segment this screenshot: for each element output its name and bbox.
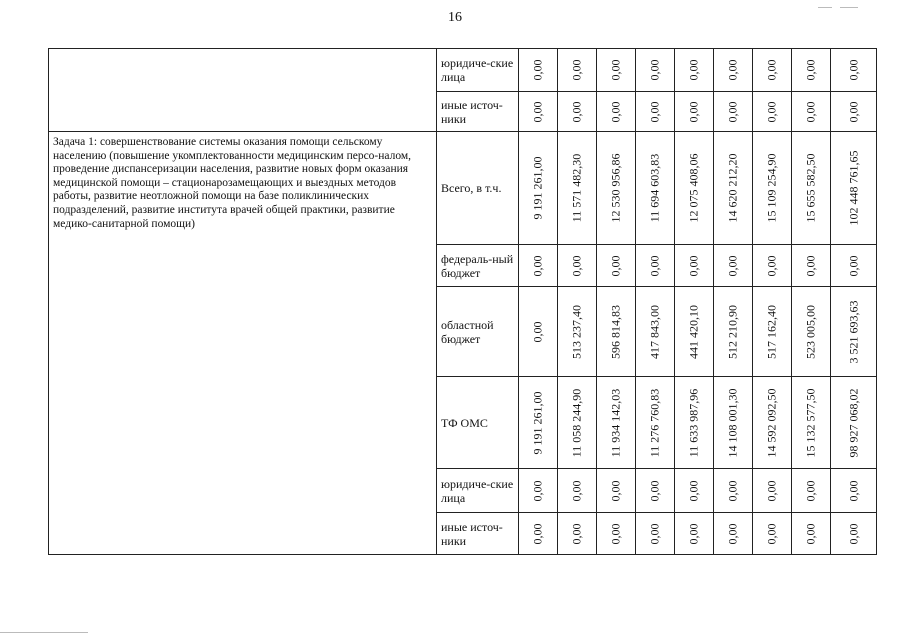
amount-cell xyxy=(675,132,714,245)
amount-cell xyxy=(519,49,558,92)
amount-value: 523 005,00 xyxy=(803,304,818,359)
amount-value: 0,00 xyxy=(530,255,545,276)
amount-value: 0,00 xyxy=(608,101,623,122)
amount-cell xyxy=(831,92,877,132)
amount-cell xyxy=(714,132,753,245)
amount-cell xyxy=(831,132,877,245)
amount-value: 0,00 xyxy=(846,101,860,122)
amount-value: 9 191 261,00 xyxy=(530,391,545,454)
amount-cell xyxy=(792,287,831,377)
amount-cell xyxy=(558,49,597,92)
amount-value: 0,00 xyxy=(764,480,779,501)
task-description: Задача 1: совершенствование системы оказания помощи сельскому населению (повышение укомплектованности медицинским персо-налом, проведение диспансеризации населения, развитие новых форм оказания медицинской помощи – стационарозамещающих и выездных методов работы, развитие неотложной помощи на базе поликлинических подразделений, развитие института врачей общей практики, развитие медико-санитарной помощи) xyxy=(49,132,437,555)
amount-cell xyxy=(753,49,792,92)
amount-cell xyxy=(714,377,753,469)
amount-cell xyxy=(675,287,714,377)
amount-cell xyxy=(636,132,675,245)
amount-value: 14 620 212,20 xyxy=(725,153,740,223)
amount-cell xyxy=(597,469,636,513)
amount-value: 0,00 xyxy=(764,101,779,122)
amount-value: 0,00 xyxy=(846,59,860,81)
amount-cell xyxy=(519,377,558,469)
amount-value: 12 075 408,06 xyxy=(686,153,701,223)
amount-value: 15 655 582,50 xyxy=(803,153,818,223)
amount-cell xyxy=(558,92,597,132)
amount-cell xyxy=(597,287,636,377)
amount-value: 512 210,90 xyxy=(725,304,740,359)
amount-value: 0,00 xyxy=(846,523,860,544)
funding-source: юридиче-ские лица xyxy=(437,49,519,92)
amount-value: 0,00 xyxy=(608,255,623,276)
amount-cell xyxy=(597,132,636,245)
amount-cell xyxy=(714,245,753,287)
amount-cell xyxy=(597,513,636,555)
amount-value: 0,00 xyxy=(530,321,545,342)
amount-value: 0,00 xyxy=(725,59,740,81)
amount-value: 0,00 xyxy=(764,255,779,276)
amount-value: 11 571 482,30 xyxy=(569,153,584,223)
amount-cell xyxy=(792,92,831,132)
amount-value: 0,00 xyxy=(569,480,584,501)
amount-value: 12 530 956,86 xyxy=(608,153,623,223)
amount-value: 9 191 261,00 xyxy=(530,156,545,220)
amount-value: 0,00 xyxy=(764,59,779,81)
amount-cell xyxy=(636,469,675,513)
amount-value: 0,00 xyxy=(725,523,740,544)
amount-cell xyxy=(753,92,792,132)
amount-value: 0,00 xyxy=(803,480,818,501)
funding-table xyxy=(48,48,877,555)
amount-cell xyxy=(597,377,636,469)
amount-cell xyxy=(558,469,597,513)
amount-cell xyxy=(636,287,675,377)
amount-cell xyxy=(636,245,675,287)
amount-value: 0,00 xyxy=(686,523,701,544)
amount-cell xyxy=(558,377,597,469)
amount-cell xyxy=(558,287,597,377)
amount-cell xyxy=(792,132,831,245)
amount-value: 441 420,10 xyxy=(686,304,701,359)
amount-cell xyxy=(636,513,675,555)
amount-value: 3 521 693,63 xyxy=(846,300,860,363)
amount-value: 517 162,40 xyxy=(764,304,779,359)
amount-value: 0,00 xyxy=(846,255,860,276)
amount-cell xyxy=(558,513,597,555)
amount-cell xyxy=(636,377,675,469)
amount-value: 0,00 xyxy=(569,59,584,81)
amount-cell xyxy=(792,245,831,287)
amount-value: 596 814,83 xyxy=(608,304,623,359)
amount-value: 14 592 092,50 xyxy=(764,388,779,457)
amount-value: 0,00 xyxy=(647,59,662,81)
funding-source: ТФ ОМС xyxy=(437,377,519,469)
amount-cell xyxy=(597,49,636,92)
funding-source: иные источ-ники xyxy=(437,513,519,555)
amount-cell xyxy=(714,469,753,513)
funding-source: федераль-ный бюджет xyxy=(437,245,519,287)
amount-value: 0,00 xyxy=(608,523,623,544)
amount-cell xyxy=(714,287,753,377)
amount-value: 11 934 142,03 xyxy=(608,388,623,457)
table-row xyxy=(49,132,877,245)
amount-cell xyxy=(519,245,558,287)
amount-value: 0,00 xyxy=(569,523,584,544)
amount-value: 0,00 xyxy=(803,255,818,276)
amount-cell xyxy=(519,469,558,513)
empty-task-cell xyxy=(49,49,437,132)
amount-value: 0,00 xyxy=(686,59,701,81)
amount-value: 0,00 xyxy=(686,255,701,276)
amount-cell xyxy=(519,287,558,377)
amount-cell xyxy=(714,92,753,132)
amount-value: 0,00 xyxy=(647,480,662,501)
amount-value: 102 448 761,65 xyxy=(846,150,860,226)
amount-value: 0,00 xyxy=(764,523,779,544)
funding-source: иные источ-ники xyxy=(437,92,519,132)
amount-cell xyxy=(753,245,792,287)
amount-value: 0,00 xyxy=(846,480,860,501)
amount-value: 417 843,00 xyxy=(647,304,662,359)
amount-cell xyxy=(792,49,831,92)
amount-cell xyxy=(753,469,792,513)
amount-cell xyxy=(753,377,792,469)
amount-value: 98 927 068,02 xyxy=(846,388,860,457)
amount-value: 0,00 xyxy=(608,59,623,81)
amount-cell xyxy=(714,513,753,555)
scan-artifact xyxy=(840,7,858,8)
amount-cell xyxy=(753,287,792,377)
table-row xyxy=(49,49,877,92)
amount-value: 11 633 987,96 xyxy=(686,388,701,457)
amount-value: 0,00 xyxy=(530,59,545,81)
amount-value: 14 108 001,30 xyxy=(725,388,740,457)
amount-cell xyxy=(714,49,753,92)
page-number: 16 xyxy=(448,10,462,25)
amount-value: 15 109 254,90 xyxy=(764,153,779,223)
amount-value: 0,00 xyxy=(647,523,662,544)
amount-value: 0,00 xyxy=(725,480,740,501)
amount-value: 0,00 xyxy=(647,101,662,122)
amount-cell xyxy=(519,513,558,555)
amount-value: 15 132 577,50 xyxy=(803,388,818,457)
amount-cell xyxy=(636,49,675,92)
amount-cell xyxy=(675,469,714,513)
amount-cell xyxy=(675,377,714,469)
amount-cell xyxy=(675,92,714,132)
amount-cell xyxy=(558,245,597,287)
scan-artifact xyxy=(0,632,88,633)
amount-cell xyxy=(558,132,597,245)
amount-value: 0,00 xyxy=(569,101,584,122)
amount-value: 0,00 xyxy=(725,101,740,122)
funding-source: Всего, в т.ч. xyxy=(437,132,519,245)
amount-cell xyxy=(831,377,877,469)
amount-cell xyxy=(831,469,877,513)
amount-value: 513 237,40 xyxy=(569,304,584,359)
amount-value: 11 694 603,83 xyxy=(647,153,662,223)
scan-artifact xyxy=(818,7,832,8)
amount-cell xyxy=(519,132,558,245)
amount-cell xyxy=(831,245,877,287)
amount-cell xyxy=(597,245,636,287)
amount-value: 0,00 xyxy=(686,101,701,122)
amount-value: 0,00 xyxy=(686,480,701,501)
amount-value: 0,00 xyxy=(803,101,818,122)
funding-source: областной бюджет xyxy=(437,287,519,377)
amount-cell xyxy=(792,377,831,469)
amount-cell xyxy=(597,92,636,132)
amount-cell xyxy=(753,513,792,555)
amount-value: 0,00 xyxy=(725,255,740,276)
amount-cell xyxy=(831,513,877,555)
amount-value: 11 276 760,83 xyxy=(647,388,662,457)
amount-cell xyxy=(753,132,792,245)
amount-value: 0,00 xyxy=(530,480,545,501)
amount-value: 0,00 xyxy=(530,101,545,122)
amount-cell xyxy=(792,513,831,555)
amount-cell xyxy=(519,92,558,132)
amount-value: 11 058 244,90 xyxy=(569,388,584,457)
amount-value: 0,00 xyxy=(569,255,584,276)
amount-value: 0,00 xyxy=(530,523,545,544)
amount-cell xyxy=(792,469,831,513)
amount-value: 0,00 xyxy=(803,59,818,81)
funding-source: юридиче-ские лица xyxy=(437,469,519,513)
amount-cell xyxy=(831,287,877,377)
amount-cell xyxy=(636,92,675,132)
amount-cell xyxy=(675,513,714,555)
amount-cell xyxy=(675,49,714,92)
amount-value: 0,00 xyxy=(608,480,623,501)
amount-cell xyxy=(831,49,877,92)
amount-value: 0,00 xyxy=(647,255,662,276)
amount-value: 0,00 xyxy=(803,523,818,544)
amount-cell xyxy=(675,245,714,287)
